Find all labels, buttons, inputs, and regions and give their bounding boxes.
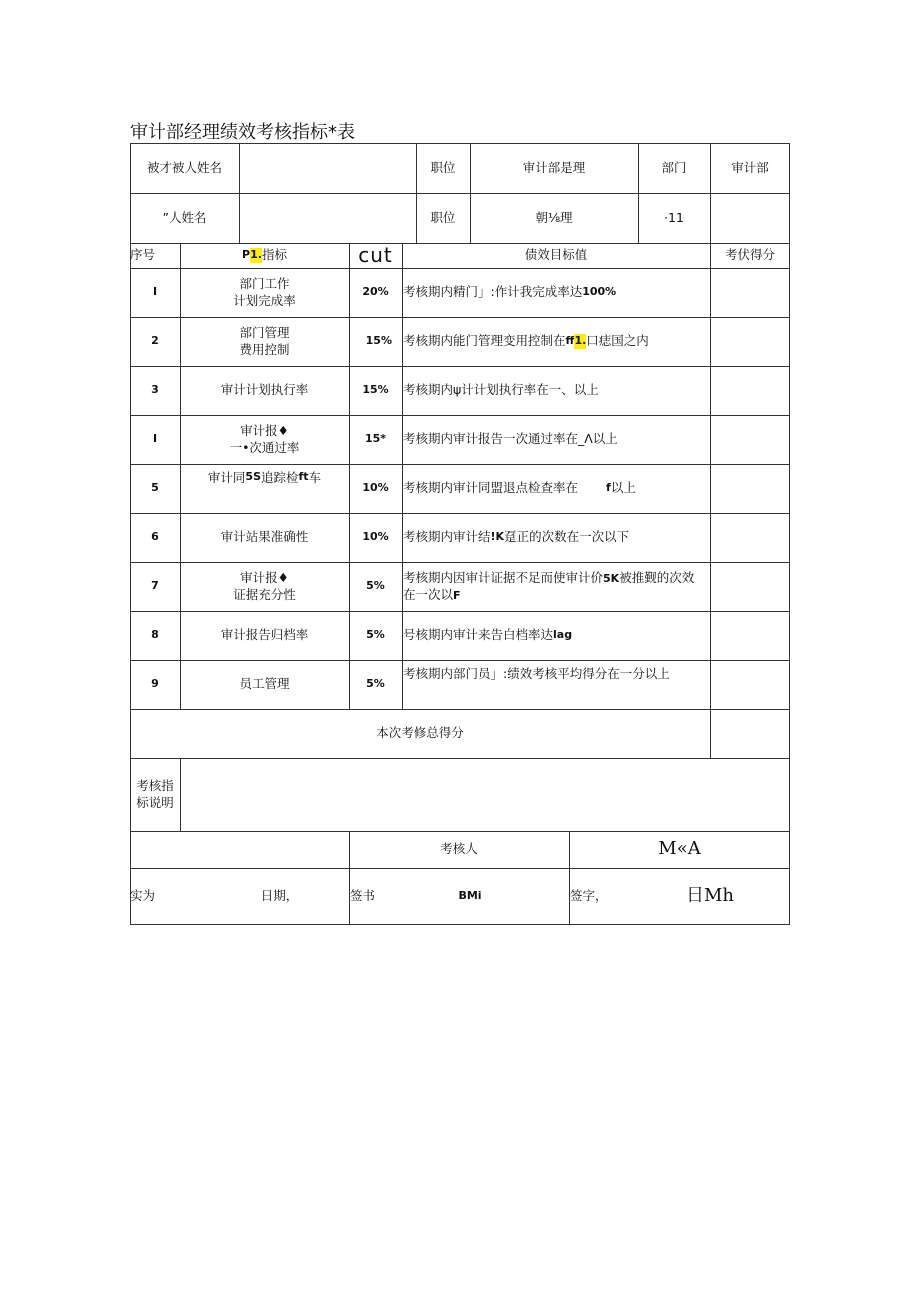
header-seq: 序号 (130, 247, 156, 263)
header-score: 考伏得分 (724, 247, 775, 263)
total-score-value[interactable] (710, 709, 790, 758)
row-weight: 10% (362, 530, 389, 544)
row-target-highlight: 1. (574, 334, 587, 348)
row-score[interactable] (710, 366, 790, 415)
row-seq: 8 (151, 628, 159, 642)
row-kpi-name: 审计计划执行率 (220, 382, 309, 398)
row-score[interactable] (710, 660, 790, 709)
row-kpi-name: 审计站果准确性 (220, 529, 309, 545)
dept-label: 部门 (661, 159, 687, 175)
row-weight: 15% (365, 334, 392, 348)
row-seq: 6 (151, 530, 159, 544)
row-score[interactable] (710, 611, 790, 660)
row-weight: 15* (364, 432, 387, 446)
header-kpi-highlight: 1. (250, 248, 262, 262)
row-kpi-name: 员工管理 (239, 676, 290, 692)
signature-label: 签书 (350, 887, 376, 903)
row-kpi-name (180, 562, 349, 611)
row-kpi-name (180, 268, 349, 317)
row-seq: I (152, 285, 158, 299)
date-label: 日期， (260, 887, 299, 903)
row-score[interactable] (710, 562, 790, 611)
date-mark: 日Mh (685, 884, 735, 906)
row-seq: 5 (151, 481, 159, 495)
row-target (403, 562, 710, 611)
row-target (403, 317, 710, 366)
row-target-emphasis: f (606, 481, 611, 495)
row-target-line2-emphasis: F (453, 588, 461, 602)
row-kpi-name (180, 464, 349, 513)
row-target-text: 考核期内精门」:作计我完成率达 (403, 284, 583, 300)
row-kpi-name-bold: 5S (245, 470, 261, 483)
kpi-notes-field[interactable] (180, 758, 790, 831)
examinee-name-field[interactable] (239, 143, 416, 193)
row-weight: 10% (362, 481, 389, 495)
row-kpi-name-line1: 部门工作 (239, 275, 290, 291)
header-kpi-post: 指标 (261, 247, 287, 263)
position-label-2: 职位 (430, 209, 456, 225)
position-value-2: 朝⅛理 (535, 209, 573, 225)
row-score[interactable] (710, 415, 790, 464)
row-score[interactable] (710, 317, 790, 366)
row-target (403, 513, 710, 562)
row-target-post: 趸正的次数在一次以下 (504, 529, 630, 545)
row-seq: 2 (151, 334, 159, 348)
row-target-post: 口痣国之内 (586, 333, 649, 349)
row-target-text: 考核期内能门管理变用控制在 (403, 333, 566, 349)
page-title: 审计部经理绩效考核指标*表 (130, 122, 355, 143)
row-kpi-name-part: 追踪检 (261, 470, 299, 485)
header-kpi (180, 243, 349, 268)
row-kpi-name-line2: 一•次通过率 (229, 439, 300, 455)
signature-label-2: 签字， (570, 887, 608, 903)
row-target-emphasis: !K (490, 530, 505, 544)
row-target: 考核期内审计报告一次通过率在_Λ以上 (403, 431, 618, 447)
row-seq: 7 (151, 579, 159, 593)
examiner-mark: M«A (658, 838, 701, 860)
row-kpi-name-bold: ft (298, 470, 309, 483)
row-target-text: 号核期内审计来告白档率达 (403, 627, 554, 643)
header-target: 债效目标值 (524, 247, 588, 263)
row-target (403, 611, 710, 660)
row-target-post: 被推觐的次效 (619, 569, 695, 585)
signature-mark: BMi (458, 888, 482, 902)
row-target: 考核期内部门员」:绩效考核平均得分在一分以上 (403, 666, 670, 681)
kpi-sheet (130, 143, 790, 925)
row-kpi-name-line1: 审计报♦ (240, 569, 289, 585)
row-kpi-name-line2: 证据充分性 (233, 586, 296, 602)
row-weight: 5% (366, 579, 385, 593)
row-target-post: 以上 (610, 480, 636, 496)
header-kpi-pre: P (242, 248, 251, 262)
row-target-emphasis: lag (553, 628, 573, 642)
row-target-emphasis: 5K (603, 571, 620, 585)
position-label: 职位 (430, 159, 456, 175)
row-weight: 5% (366, 628, 385, 642)
footer-blank (130, 831, 349, 868)
examiner-name-label: ”人姓名 (162, 209, 207, 225)
row-target-line2: 在一次以 (403, 586, 454, 602)
row-target (403, 464, 710, 513)
row-target-text: 考核期内审计同盟退点检查率在 (403, 480, 579, 496)
row-target-text: 考核期内因审计证据不足而使审计价 (403, 569, 604, 585)
row-kpi-name-line2: 费用控制 (239, 341, 290, 357)
row-kpi-name-line2: 计划完成率 (233, 292, 296, 308)
row-target: 考核期内ψ计计划执行率在一、以上 (403, 382, 599, 398)
total-score-label: 本次考修总得分 (376, 725, 464, 741)
examinee-name-label: 被才被人姓名 (146, 159, 222, 175)
row-seq: 9 (151, 677, 159, 691)
row-kpi-name-line1: 审计报♦ (240, 422, 289, 438)
examiner-label: 考核人 (440, 841, 478, 857)
row-score[interactable] (710, 513, 790, 562)
row-target-text: 考核期内审计结 (403, 529, 491, 545)
row-seq: I (152, 432, 158, 446)
row-target-emphasis: 100% (582, 285, 617, 299)
row-kpi-name (180, 317, 349, 366)
examiner-name-field[interactable] (239, 193, 416, 243)
row-kpi-name-part: 车 (308, 470, 322, 485)
dept-value-2 (710, 193, 790, 243)
row-kpi-name-part: 审计同 (207, 470, 246, 485)
row-target (403, 268, 710, 317)
dept-value: 审计部 (731, 159, 769, 175)
row-score[interactable] (710, 268, 790, 317)
dept-label-2: ·11 (664, 209, 684, 225)
row-kpi-name (180, 415, 349, 464)
row-kpi-name: 审计报告归档率 (220, 627, 309, 643)
row-target-emphasis: ff (565, 334, 575, 348)
row-score[interactable] (710, 464, 790, 513)
row-weight: 15% (362, 383, 389, 397)
kpi-notes-label: 考核指标说明 (136, 777, 174, 810)
row-kpi-name-line1: 部门管理 (239, 324, 290, 340)
position-value: 审计部是理 (522, 159, 586, 175)
examinee-label: 实为 (130, 887, 156, 903)
row-weight: 5% (366, 677, 385, 691)
header-weight: cut (358, 243, 393, 267)
row-seq: 3 (151, 383, 159, 397)
row-weight: 20% (362, 285, 389, 299)
